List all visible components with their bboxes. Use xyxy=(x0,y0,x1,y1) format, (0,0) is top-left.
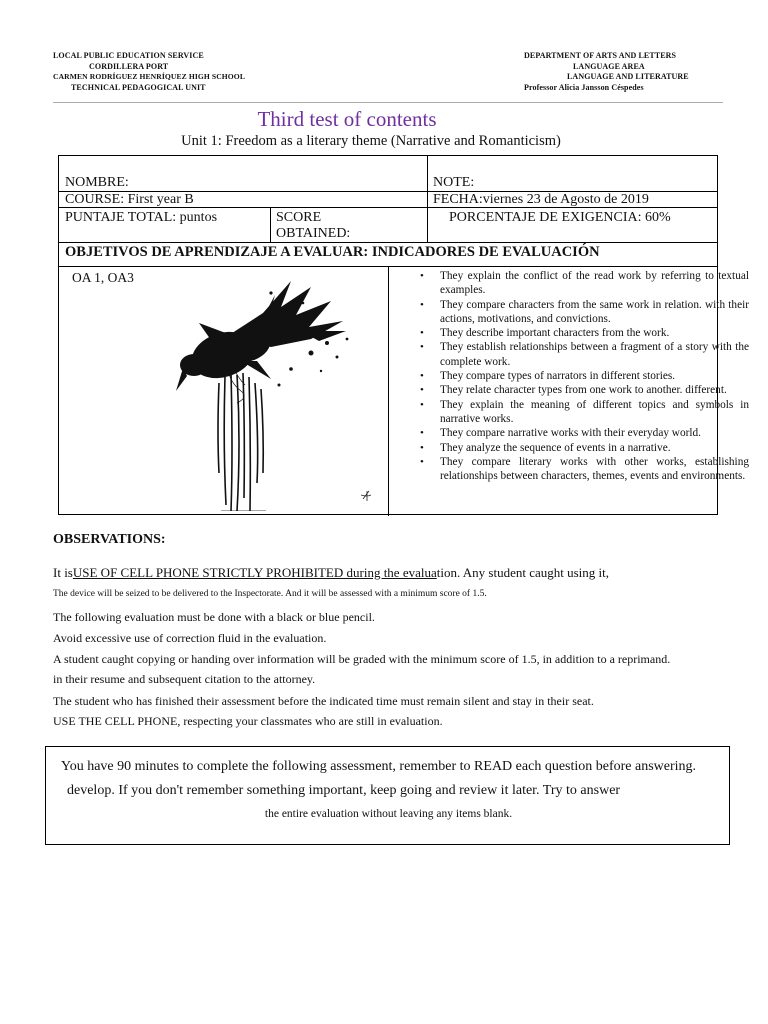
observations-heading: OBSERVATIONS: xyxy=(53,532,166,547)
indicator-item: • They explain the meaning of different topics and symbols in narrative works. xyxy=(419,398,749,427)
instructions-line-1: You have 90 minutes to complete the following assessment, remember to READ each question before answering. xyxy=(61,759,697,774)
page-title: Third test of contents xyxy=(257,107,437,131)
instructions-box xyxy=(45,746,730,845)
observation-line-5: A student caught copying or handing over information will be graded with the minimum score of 1.5, in addition to a reprimand. xyxy=(53,652,671,666)
porcentaje-field: PORCENTAJE DE EXIGENCIA: 60% xyxy=(449,210,671,225)
instructions-line-2: develop. If you don't remember something important, keep going and review it later. Try to answer xyxy=(67,783,621,798)
header-right-line-3: LANGUAGE AND LITERATURE xyxy=(567,72,689,81)
table-rule xyxy=(427,156,428,242)
student-info-table xyxy=(58,155,749,515)
cell-phone-prohibited-notice: USE OF CELL PHONE STRICTLY PROHIBITED during the evalua xyxy=(72,565,437,580)
page-subtitle: Unit 1: Freedom as a literary theme (Narrative and Romanticism) xyxy=(181,133,561,149)
indicator-item: • They describe important characters from the work. xyxy=(419,326,749,340)
table-rule xyxy=(59,242,717,243)
indicator-item: • They establish relationships between a fragment of a story with the complete work. xyxy=(419,340,749,369)
indicator-item: • They explain the conflict of the read work by referring to textual examples. xyxy=(419,269,749,298)
raven-illustration xyxy=(171,273,381,511)
header-right-line-4: Professor Alicia Jansson Céspedes xyxy=(524,82,644,92)
instructions-line-3: the entire evaluation without leaving any items blank. xyxy=(264,808,513,820)
header-left xyxy=(53,51,245,93)
header-left-line-1: LOCAL PUBLIC EDUCATION SERVICE xyxy=(53,51,204,60)
nombre-field[interactable]: NOMBRE: xyxy=(65,175,129,190)
header-right-line-2: LANGUAGE AREA xyxy=(573,61,645,71)
observation-line-8: USE THE CELL PHONE, respecting your classmates who are still in evaluation. xyxy=(53,714,443,728)
indicator-item: • They compare types of narrators in different stories. xyxy=(419,369,749,383)
course-field: COURSE: First year B xyxy=(65,192,194,207)
fecha-field: FECHA:viernes 23 de Agosto de 2019 xyxy=(433,192,649,207)
score-obtained-field[interactable] xyxy=(276,210,350,242)
header-left-line-2: CORDILLERA PORT xyxy=(89,61,169,71)
table-rule xyxy=(388,266,389,516)
header-left-line-4: TECHNICAL PEDAGOGICAL UNIT xyxy=(71,82,206,92)
header-right-line-1: DEPARTMENT OF ARTS AND LETTERS xyxy=(524,51,677,60)
observation-line-7: The student who has finished their assessment before the indicated time must remain silent and stay in their seat. xyxy=(53,694,594,708)
oa-label: OA 1, OA3 xyxy=(72,270,134,285)
score-label-line-2: OBTAINED: xyxy=(276,226,351,241)
observation-line-1-start: It is xyxy=(53,565,73,580)
table-rule xyxy=(270,207,271,242)
puntaje-field: PUNTAJE TOTAL: puntos xyxy=(65,210,218,225)
observation-line-4: Avoid excessive use of correction fluid in the evaluation. xyxy=(53,631,327,645)
indicator-item: • They compare characters from the same work in relation. with their actions, motivations, and convictions. xyxy=(419,298,749,327)
header-right xyxy=(524,51,689,93)
indicator-list xyxy=(419,269,749,483)
observation-line-6: in their resume and subsequent citation to the attorney. xyxy=(53,672,316,686)
observation-line-3: The following evaluation must be done with a black or blue pencil. xyxy=(53,610,375,624)
indicator-item: • They compare literary works with other works, establishing relationships between characters, themes, events and environments. xyxy=(419,455,749,484)
observation-line-1 xyxy=(53,565,609,581)
header-divider xyxy=(53,102,723,103)
indicator-item: • They relate character types from one work to another. different. xyxy=(419,383,749,397)
header-left-line-3: CARMEN RODRÍGUEZ HENRÍQUEZ HIGH SCHOOL xyxy=(53,72,245,81)
observation-line-2: The device will be seized to be delivered to the Inspectorate. And it will be assessed with a minimum score of 1.5. xyxy=(53,589,487,599)
objectives-heading: OBJETIVOS DE APRENDIZAJE A EVALUAR: INDICADORES DE EVALUACIÓN xyxy=(65,244,600,260)
score-label-line-1: SCORE xyxy=(276,210,322,225)
indicator-item: • They compare narrative works with their everyday world. xyxy=(419,426,749,440)
indicator-item: • They analyze the sequence of events in a narrative. xyxy=(419,441,749,455)
note-field[interactable]: NOTE: xyxy=(433,175,475,190)
observation-line-1-end: tion. Any student caught using it, xyxy=(436,565,609,580)
